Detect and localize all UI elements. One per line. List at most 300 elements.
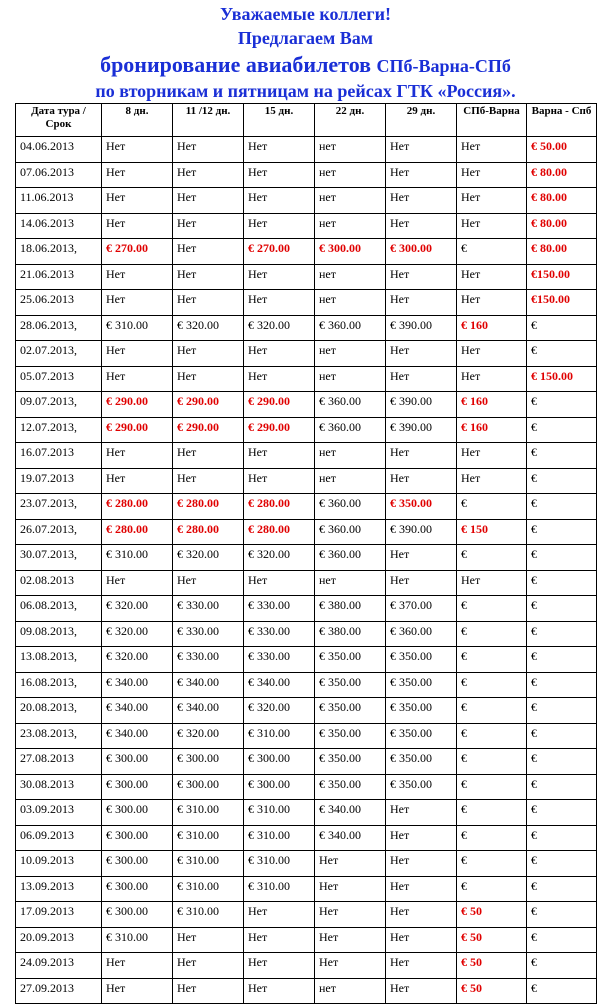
cell-varna-spb: € 80.00 [527,239,597,265]
cell-varna-spb: € [527,443,597,469]
cell-22-days: нет [315,264,386,290]
cell-8-days: € 320.00 [102,621,173,647]
cell-date: 30.08.2013 [16,774,102,800]
header-schedule: по вторникам и пятницам на рейсах ГТК «Россия». [95,81,516,101]
cell-29-days: Нет [386,290,457,316]
col-header-15: 15 дн. [244,104,315,137]
cell-varna-spb: € 80.00 [527,213,597,239]
cell-spb-varna: € 160 [457,392,527,418]
cell-spb-varna: € 50 [457,978,527,1004]
cell-varna-spb: € [527,621,597,647]
cell-15-days: Нет [244,902,315,928]
cell-15-days: Нет [244,137,315,163]
cell-22-days: нет [315,570,386,596]
cell-spb-varna: € [457,723,527,749]
cell-varna-spb: € [527,570,597,596]
cell-8-days: Нет [102,290,173,316]
cell-date: 07.06.2013 [16,162,102,188]
table-row [16,494,597,520]
table-row [16,519,597,545]
cell-date: 19.07.2013 [16,468,102,494]
cell-varna-spb: € [527,749,597,775]
cell-29-days: € 350.00 [386,723,457,749]
cell-date: 09.07.2013, [16,392,102,418]
cell-15-days: € 340.00 [244,672,315,698]
cell-11-12-days: € 310.00 [173,876,244,902]
cell-spb-varna: € [457,545,527,571]
cell-varna-spb: € 80.00 [527,162,597,188]
cell-spb-varna: Нет [457,188,527,214]
cell-8-days: Нет [102,468,173,494]
cell-22-days: € 360.00 [315,519,386,545]
cell-spb-varna: € [457,596,527,622]
cell-spb-varna: € [457,672,527,698]
cell-11-12-days: € 310.00 [173,851,244,877]
cell-8-days: Нет [102,213,173,239]
cell-8-days: Нет [102,188,173,214]
cell-8-days: Нет [102,570,173,596]
cell-11-12-days: € 330.00 [173,621,244,647]
cell-29-days: € 390.00 [386,392,457,418]
cell-date: 13.08.2013, [16,647,102,673]
cell-22-days: нет [315,213,386,239]
cell-15-days: Нет [244,978,315,1004]
cell-8-days: Нет [102,162,173,188]
cell-8-days: € 300.00 [102,749,173,775]
table-row [16,774,597,800]
col-header-29: 29 дн. [386,104,457,137]
cell-11-12-days: € 280.00 [173,494,244,520]
cell-22-days: € 350.00 [315,647,386,673]
cell-22-days: нет [315,137,386,163]
cell-varna-spb: € 80.00 [527,188,597,214]
cell-8-days: Нет [102,978,173,1004]
cell-date: 09.08.2013, [16,621,102,647]
cell-11-12-days: € 340.00 [173,698,244,724]
cell-11-12-days: € 320.00 [173,315,244,341]
cell-8-days: Нет [102,443,173,469]
cell-15-days: Нет [244,468,315,494]
cell-29-days: Нет [386,162,457,188]
cell-date: 06.09.2013 [16,825,102,851]
header-booking [0,52,611,79]
cell-varna-spb: €150.00 [527,264,597,290]
col-header-varna-spb: Варна - Спб [527,104,597,137]
cell-22-days: Нет [315,953,386,979]
cell-8-days: € 280.00 [102,519,173,545]
cell-15-days: € 310.00 [244,825,315,851]
cell-8-days: € 340.00 [102,723,173,749]
table-row [16,698,597,724]
cell-varna-spb: € [527,953,597,979]
cell-29-days: Нет [386,902,457,928]
cell-11-12-days: € 340.00 [173,672,244,698]
cell-8-days: € 280.00 [102,494,173,520]
cell-15-days: € 280.00 [244,519,315,545]
table-row [16,162,597,188]
table-row [16,290,597,316]
col-header-11-12: 11 /12 дн. [173,104,244,137]
cell-29-days: Нет [386,927,457,953]
cell-29-days: Нет [386,978,457,1004]
cell-date: 16.07.2013 [16,443,102,469]
cell-varna-spb: € [527,519,597,545]
cell-date: 10.09.2013 [16,851,102,877]
cell-11-12-days: € 300.00 [173,774,244,800]
cell-date: 17.09.2013 [16,902,102,928]
table-row [16,723,597,749]
cell-varna-spb: € [527,800,597,826]
cell-11-12-days: Нет [173,927,244,953]
table-row [16,596,597,622]
table-row [16,137,597,163]
cell-spb-varna: Нет [457,213,527,239]
cell-spb-varna: € [457,239,527,265]
cell-date: 20.09.2013 [16,927,102,953]
cell-15-days: Нет [244,188,315,214]
col-header-spb-varna: СПб-Варна [457,104,527,137]
cell-22-days: € 360.00 [315,315,386,341]
cell-11-12-days: € 330.00 [173,596,244,622]
cell-29-days: Нет [386,443,457,469]
cell-11-12-days: € 300.00 [173,749,244,775]
cell-date: 23.07.2013, [16,494,102,520]
cell-29-days: € 350.00 [386,749,457,775]
cell-29-days: Нет [386,468,457,494]
cell-date: 23.08.2013, [16,723,102,749]
cell-29-days: € 350.00 [386,494,457,520]
cell-date: 03.09.2013 [16,800,102,826]
cell-varna-spb: € [527,341,597,367]
cell-15-days: € 320.00 [244,698,315,724]
cell-29-days: Нет [386,188,457,214]
cell-22-days: нет [315,443,386,469]
cell-15-days: € 290.00 [244,392,315,418]
cell-22-days: € 380.00 [315,621,386,647]
cell-15-days: Нет [244,213,315,239]
cell-11-12-days: Нет [173,137,244,163]
cell-varna-spb: € [527,723,597,749]
cell-spb-varna: Нет [457,468,527,494]
cell-11-12-days: Нет [173,443,244,469]
cell-varna-spb: € [527,851,597,877]
cell-date: 13.09.2013 [16,876,102,902]
cell-8-days: € 340.00 [102,698,173,724]
cell-11-12-days: € 310.00 [173,825,244,851]
cell-date: 14.06.2013 [16,213,102,239]
cell-29-days: Нет [386,341,457,367]
cell-spb-varna: Нет [457,264,527,290]
cell-varna-spb: € [527,647,597,673]
cell-varna-spb: € [527,315,597,341]
cell-22-days: Нет [315,902,386,928]
cell-date: 04.06.2013 [16,137,102,163]
cell-11-12-days: € 290.00 [173,417,244,443]
cell-varna-spb: € 50.00 [527,137,597,163]
cell-11-12-days: € 290.00 [173,392,244,418]
cell-29-days: € 350.00 [386,647,457,673]
cell-varna-spb: € [527,417,597,443]
cell-29-days: Нет [386,825,457,851]
cell-8-days: € 300.00 [102,774,173,800]
cell-spb-varna: € 50 [457,927,527,953]
cell-8-days: Нет [102,264,173,290]
table-row [16,468,597,494]
cell-8-days: € 290.00 [102,392,173,418]
cell-15-days: Нет [244,162,315,188]
cell-spb-varna: € [457,494,527,520]
cell-date: 26.07.2013, [16,519,102,545]
cell-date: 02.08.2013 [16,570,102,596]
cell-22-days: нет [315,290,386,316]
cell-date: 02.07.2013, [16,341,102,367]
cell-varna-spb: € [527,774,597,800]
table-row [16,621,597,647]
cell-22-days: нет [315,978,386,1004]
cell-22-days: € 350.00 [315,774,386,800]
table-row [16,749,597,775]
cell-11-12-days: € 310.00 [173,800,244,826]
cell-15-days: Нет [244,341,315,367]
table-row [16,366,597,392]
cell-spb-varna: € [457,876,527,902]
table-row [16,188,597,214]
cell-8-days: Нет [102,137,173,163]
cell-8-days: € 270.00 [102,239,173,265]
cell-spb-varna: Нет [457,366,527,392]
cell-spb-varna: € 150 [457,519,527,545]
cell-spb-varna: Нет [457,290,527,316]
cell-22-days: € 380.00 [315,596,386,622]
cell-8-days: Нет [102,953,173,979]
cell-spb-varna: € [457,698,527,724]
cell-22-days: € 340.00 [315,800,386,826]
cell-date: 28.06.2013, [16,315,102,341]
table-row [16,825,597,851]
cell-11-12-days: Нет [173,978,244,1004]
cell-varna-spb: € [527,392,597,418]
table-header-row [16,104,597,137]
cell-22-days: нет [315,468,386,494]
cell-15-days: Нет [244,443,315,469]
cell-11-12-days: Нет [173,162,244,188]
cell-8-days: € 320.00 [102,647,173,673]
cell-11-12-days: € 320.00 [173,545,244,571]
col-header-8: 8 дн. [102,104,173,137]
cell-spb-varna: € [457,621,527,647]
table-row [16,978,597,1004]
cell-29-days: € 350.00 [386,672,457,698]
cell-29-days: Нет [386,137,457,163]
cell-11-12-days: Нет [173,264,244,290]
cell-15-days: € 310.00 [244,723,315,749]
col-header-22: 22 дн. [315,104,386,137]
cell-15-days: € 320.00 [244,545,315,571]
cell-22-days: € 360.00 [315,545,386,571]
table-row [16,341,597,367]
cell-15-days: € 310.00 [244,800,315,826]
cell-29-days: Нет [386,953,457,979]
cell-29-days: Нет [386,570,457,596]
cell-spb-varna: € 50 [457,902,527,928]
cell-22-days: нет [315,188,386,214]
cell-15-days: Нет [244,570,315,596]
cell-spb-varna: € [457,800,527,826]
cell-22-days: € 340.00 [315,825,386,851]
cell-11-12-days: Нет [173,341,244,367]
cell-spb-varna: Нет [457,341,527,367]
cell-15-days: Нет [244,290,315,316]
cell-varna-spb: € [527,545,597,571]
cell-11-12-days: Нет [173,570,244,596]
cell-spb-varna: Нет [457,137,527,163]
cell-date: 27.09.2013 [16,978,102,1004]
table-row [16,239,597,265]
cell-varna-spb: €150.00 [527,290,597,316]
cell-11-12-days: Нет [173,213,244,239]
table-row [16,392,597,418]
cell-11-12-days: Нет [173,188,244,214]
table-row [16,851,597,877]
cell-8-days: € 310.00 [102,545,173,571]
cell-11-12-days: € 320.00 [173,723,244,749]
cell-8-days: € 300.00 [102,902,173,928]
cell-spb-varna: Нет [457,162,527,188]
cell-29-days: Нет [386,545,457,571]
cell-8-days: € 320.00 [102,596,173,622]
cell-22-days: Нет [315,851,386,877]
cell-22-days: € 360.00 [315,417,386,443]
cell-spb-varna: € [457,851,527,877]
cell-22-days: € 300.00 [315,239,386,265]
cell-date: 06.08.2013, [16,596,102,622]
cell-29-days: € 360.00 [386,621,457,647]
cell-8-days: € 340.00 [102,672,173,698]
cell-spb-varna: € [457,647,527,673]
cell-varna-spb: € [527,978,597,1004]
cell-11-12-days: Нет [173,468,244,494]
table-row [16,545,597,571]
cell-spb-varna: € 160 [457,417,527,443]
cell-date: 12.07.2013, [16,417,102,443]
cell-varna-spb: € [527,672,597,698]
cell-29-days: € 390.00 [386,315,457,341]
cell-8-days: € 290.00 [102,417,173,443]
price-table [15,103,597,1004]
cell-29-days: € 350.00 [386,698,457,724]
cell-11-12-days: € 310.00 [173,902,244,928]
cell-8-days: Нет [102,366,173,392]
cell-varna-spb: € [527,927,597,953]
cell-varna-spb: € [527,698,597,724]
cell-spb-varna: Нет [457,570,527,596]
cell-varna-spb: € [527,825,597,851]
cell-date: 24.09.2013 [16,953,102,979]
cell-22-days: нет [315,366,386,392]
cell-11-12-days: € 280.00 [173,519,244,545]
cell-29-days: Нет [386,876,457,902]
table-body [16,137,597,1004]
cell-29-days: € 350.00 [386,774,457,800]
cell-15-days: € 310.00 [244,876,315,902]
cell-22-days: € 360.00 [315,494,386,520]
cell-varna-spb: € [527,494,597,520]
table-row [16,953,597,979]
cell-8-days: € 310.00 [102,927,173,953]
cell-date: 18.06.2013, [16,239,102,265]
cell-22-days: € 360.00 [315,392,386,418]
cell-22-days: нет [315,162,386,188]
cell-varna-spb: € 150.00 [527,366,597,392]
cell-29-days: Нет [386,800,457,826]
cell-varna-spb: € [527,876,597,902]
cell-15-days: € 320.00 [244,315,315,341]
cell-15-days: € 280.00 [244,494,315,520]
cell-29-days: Нет [386,264,457,290]
header-route: СПб-Варна-СПб [376,56,511,76]
cell-8-days: € 300.00 [102,800,173,826]
cell-varna-spb: € [527,468,597,494]
table-row [16,800,597,826]
cell-29-days: Нет [386,366,457,392]
header-offer: Предлагаем Вам [237,28,374,48]
table-row [16,315,597,341]
cell-11-12-days: Нет [173,366,244,392]
cell-date: 16.08.2013, [16,672,102,698]
cell-8-days: € 300.00 [102,825,173,851]
cell-15-days: € 270.00 [244,239,315,265]
cell-spb-varna: € 50 [457,953,527,979]
cell-15-days: € 330.00 [244,647,315,673]
cell-29-days: € 370.00 [386,596,457,622]
col-header-date: Дата тура / Срок [16,104,102,137]
cell-22-days: нет [315,341,386,367]
header-greeting: Уважаемые коллеги! [220,4,391,24]
cell-15-days: € 290.00 [244,417,315,443]
cell-date: 20.08.2013, [16,698,102,724]
cell-22-days: € 350.00 [315,749,386,775]
cell-22-days: € 350.00 [315,698,386,724]
table-row [16,902,597,928]
cell-date: 27.08.2013 [16,749,102,775]
cell-11-12-days: Нет [173,953,244,979]
table-row [16,213,597,239]
table-row [16,417,597,443]
cell-spb-varna: € [457,825,527,851]
table-row [16,927,597,953]
cell-date: 30.07.2013, [16,545,102,571]
cell-date: 21.06.2013 [16,264,102,290]
cell-varna-spb: € [527,596,597,622]
cell-15-days: Нет [244,927,315,953]
cell-29-days: € 390.00 [386,519,457,545]
cell-spb-varna: Нет [457,443,527,469]
cell-15-days: € 330.00 [244,621,315,647]
cell-15-days: € 310.00 [244,851,315,877]
cell-varna-spb: € [527,902,597,928]
cell-date: 25.06.2013 [16,290,102,316]
cell-29-days: € 390.00 [386,417,457,443]
cell-11-12-days: € 330.00 [173,647,244,673]
table-row [16,876,597,902]
header-booking-main: бронирование авиабилетов [100,52,372,77]
cell-8-days: Нет [102,341,173,367]
cell-29-days: € 300.00 [386,239,457,265]
table-row [16,672,597,698]
cell-spb-varna: € 160 [457,315,527,341]
cell-29-days: Нет [386,851,457,877]
cell-22-days: Нет [315,876,386,902]
